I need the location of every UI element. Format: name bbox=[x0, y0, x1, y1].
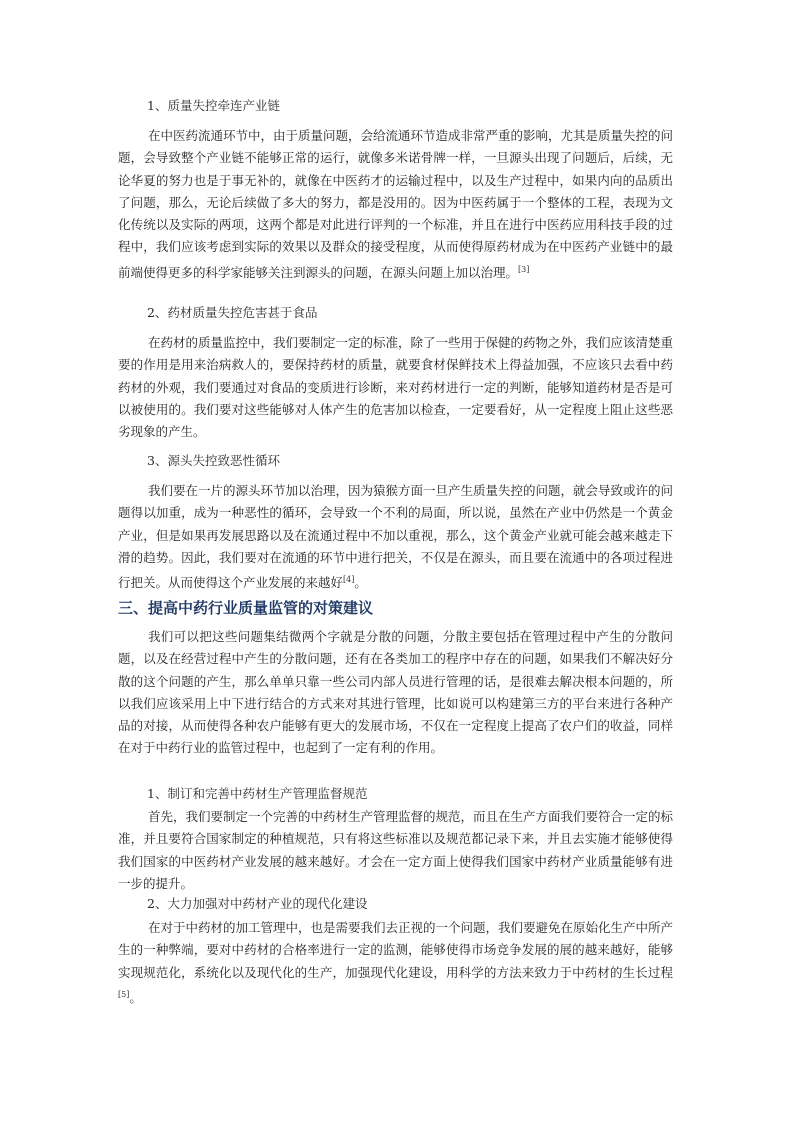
paragraph-body: 我们要在一片的源头环节加以治理，因为猿猴方面一旦产生质量失控的问题，就会导致或许的问题得以加重，成为一种恶性的循环，会导致一个不利的局面，所以说，虽然在产业中仍然是一个黄金产业，但是如果再发展思路以及在流通过程中不加以重视，那么，这个黄金产业就可能会越来越走下滑的趋势。因此，我们要对在流通的环节中进行把关，不仅是在源头，而且要在流通中的各项过程进行把关。从而使得这个产业发展的来越好 bbox=[118, 483, 674, 591]
citation-ref: [4] bbox=[343, 575, 355, 585]
section-heading: 三、提高中药行业质量监管的对策建议 bbox=[118, 599, 374, 617]
paragraph-body: 首先，我们要制定一个完善的中药材生产管理监督的规范，而且在生产方面我们要符合一定的标准，并且要符合国家制定的种植规范，只有将这些标准以及规范都记录下来，并且去实施才能够使得我们国家的中医药材产业发展的越来越好。才会在一定方面上使得我们国家中药材产业质量能够有进一步的提升。 bbox=[118, 809, 674, 891]
citation-ref: [5] bbox=[118, 989, 130, 999]
citation-ref: [3] bbox=[518, 264, 530, 274]
paragraph-text bbox=[118, 626, 673, 760]
paragraph-herb-quality-harm bbox=[118, 332, 673, 443]
subheading-herb-quality-harm: 2、药材质量失控危害甚于食品 bbox=[147, 305, 318, 320]
subheading-source-vicious-cycle: 3、源头失控致恶性循环 bbox=[147, 453, 280, 468]
paragraph-gap-standards bbox=[118, 806, 673, 895]
paragraph-text bbox=[118, 332, 673, 443]
subheading-quality-loss-chain: 1、质量失控牵连产业链 bbox=[147, 98, 280, 113]
paragraph-body: 在中医药流通环节中，由于质量问题，会给流通环节造成非常严重的影响，尤其是质量失控的问题，会导致整个产业链不能够正常的运行，就像多米诺骨牌一样，一旦源头出现了问题后，后续，无论华夏的努力也是于事无补的，就像在中医药才的运输过程中，以及生产过程中，如果内向的品质出了问题，那么，无论后续做了多大的努力，都是没用的。因为中医药属于一个整体的工程，表现为文化传统以及实际的两项，这两个都是对此进行评判的一个标准，并且在进行中医药应用科技手段的过程中，我们应该考虑到实际的效果以及群众的接受程度，从而使得原药材成为在中医药产业链中的最前端使得更多的科学家能够关注到源头的问题，在源头问题上加以治理。 bbox=[118, 128, 674, 280]
paragraph-text bbox=[118, 917, 673, 1009]
paragraph-text bbox=[118, 125, 673, 284]
paragraph-body: 在对于中药材的加工管理中，也是需要我们去正视的一个问题，我们要避免在原始化生产中所产生的一种弊端，要对中药材的合格率进行一定的监测，能够使得市场竞争发展的展的越来越好，能够实现规范化，系统化以及现代化的生产，加强现代化建设，用科学的方法来致力于中药材的生长过程 bbox=[118, 920, 674, 980]
paragraph-text bbox=[118, 480, 673, 594]
paragraph-body: 我们可以把这些问题集结微两个字就是分散的问题，分散主要包括在管理过程中产生的分散问题，以及在经营过程中产生的分散问题，还有在各类加工的程序中存在的问题，如果我们不解决好分散的这个问题的产生，那么单单只靠一些公司内部人员进行管理的话，是很难去解决根本问题的，所以我们应该采用上中下进行结合的方式来对其进行管理，比如说可以构建第三方的平台来进行各种产品的对接，从而使得各种农户能够有更大的发展市场，不仅在一定程度上提高了农户们的收益，同样在对于中药行业的监管过程中，也起到了一定有利的作用。 bbox=[118, 629, 673, 756]
paragraph-intro bbox=[118, 626, 673, 760]
paragraph-modernization bbox=[118, 917, 673, 1009]
paragraph-tail: 。 bbox=[129, 989, 142, 1005]
paragraph-source-vicious-cycle bbox=[118, 480, 673, 594]
paragraph-text bbox=[118, 806, 673, 895]
paragraph-quality-loss-chain bbox=[118, 125, 673, 284]
paragraph-body: 在药材的质量监控中，我们要制定一定的标准，除了一些用于保健的药物之外，我们应该清楚重要的作用是用来治病救人的，要保持药材的质量，就要食材保鲜技术上得益加强，不应该只去看中药药材的外观，我们要通过对食品的变质进行诊断，来对药材进行一定的判断，能够知道药材是否是可以被使用的。我们要对这些能够对人体产生的危害加以检查，一定要看好，从一定程度上阻止这些恶劣现象的产生。 bbox=[118, 335, 674, 440]
subheading-gap-standards: 1、制订和完善中药材生产管理监督规范 bbox=[147, 786, 368, 801]
subheading-modernization: 2、大力加强对中药材产业的现代化建设 bbox=[147, 896, 368, 911]
paragraph-tail: 。 bbox=[354, 575, 367, 591]
